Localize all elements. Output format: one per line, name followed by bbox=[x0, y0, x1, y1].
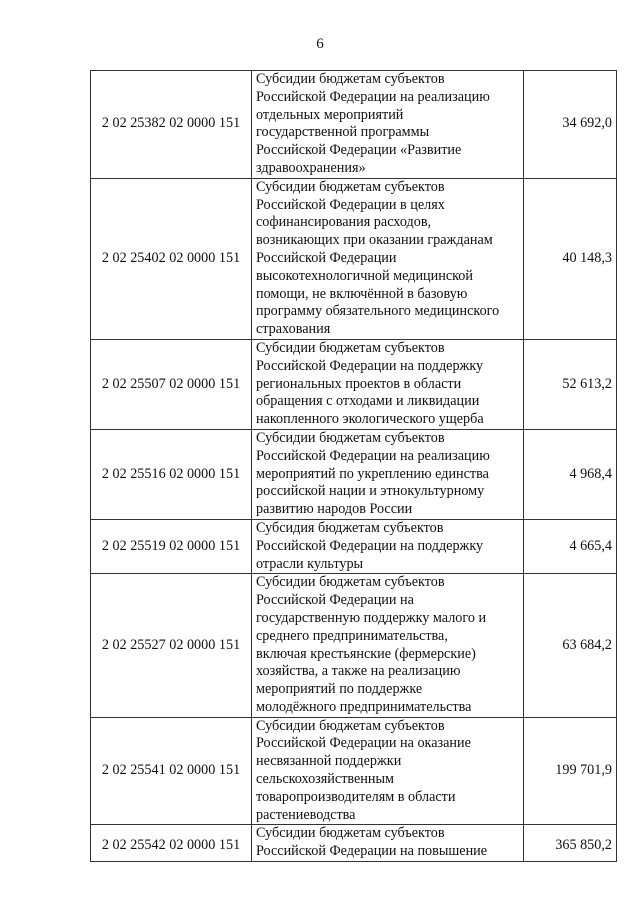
description-cell bbox=[252, 717, 524, 825]
description-line: софинансирования расходов, bbox=[256, 214, 432, 231]
table-row bbox=[91, 519, 617, 573]
description-line: Российской Федерации на реализацию bbox=[256, 88, 490, 105]
amount-cell: 40 148,3 bbox=[524, 178, 617, 339]
budget-code-cell: 2 02 25541 02 0000 151 bbox=[91, 717, 252, 825]
description-line: среднего предпринимательства, bbox=[256, 627, 448, 644]
description-line: Субсидии бюджетам субъектов bbox=[256, 178, 445, 195]
description-line: обращения с отходами и ликвидации bbox=[256, 393, 480, 410]
description-line: Российской Федерации bbox=[256, 249, 397, 266]
table-row bbox=[91, 71, 617, 179]
description-line: Субсидии бюджетам субъектов bbox=[256, 339, 445, 356]
description-line: Субсидия бюджетам субъектов bbox=[256, 519, 444, 536]
description-line: накопленного экологического ущерба bbox=[256, 411, 484, 428]
description-line: мероприятий по поддержке bbox=[256, 681, 423, 698]
description-cell bbox=[252, 519, 524, 573]
table-row bbox=[91, 178, 617, 339]
description-line: государственную поддержку малого и bbox=[256, 609, 487, 626]
description-line: возникающих при оказании гражданам bbox=[256, 232, 493, 249]
amount-cell: 4 968,4 bbox=[524, 429, 617, 519]
table-row bbox=[91, 574, 617, 717]
description-line: Российской Федерации на повышение bbox=[256, 843, 488, 860]
amount-cell: 4 665,4 bbox=[524, 519, 617, 573]
description-line: товаропроизводителям в области bbox=[256, 788, 456, 805]
table-row bbox=[91, 825, 617, 862]
description-cell bbox=[252, 429, 524, 519]
description-line: хозяйства, а также на реализацию bbox=[256, 663, 461, 680]
table-row bbox=[91, 429, 617, 519]
table-row bbox=[91, 717, 617, 825]
budget-code-cell: 2 02 25519 02 0000 151 bbox=[91, 519, 252, 573]
description-line: страхования bbox=[256, 321, 331, 338]
description-line: молодёжного предпринимательства bbox=[256, 698, 472, 715]
budget-table bbox=[90, 70, 617, 862]
description-line: отрасли культуры bbox=[256, 555, 364, 572]
amount-cell: 63 684,2 bbox=[524, 574, 617, 717]
description-line: Российской Федерации «Развитие bbox=[256, 142, 462, 159]
description-line: региональных проектов в области bbox=[256, 375, 462, 392]
description-line: Субсидии бюджетам субъектов bbox=[256, 825, 445, 842]
budget-code-cell: 2 02 25507 02 0000 151 bbox=[91, 339, 252, 429]
description-line: сельскохозяйственным bbox=[256, 771, 395, 788]
budget-code-cell: 2 02 25527 02 0000 151 bbox=[91, 574, 252, 717]
description-line: Российской Федерации на поддержку bbox=[256, 537, 484, 554]
budget-code-cell: 2 02 25382 02 0000 151 bbox=[91, 71, 252, 179]
description-line: государственной программы bbox=[256, 124, 430, 141]
description-line: Российской Федерации на реализацию bbox=[256, 447, 490, 464]
budget-code-cell: 2 02 25542 02 0000 151 bbox=[91, 825, 252, 862]
amount-cell: 52 613,2 bbox=[524, 339, 617, 429]
description-cell bbox=[252, 825, 524, 862]
description-line: высокотехнологичной медицинской bbox=[256, 267, 473, 284]
description-line: здравоохранения» bbox=[256, 159, 366, 176]
table-row bbox=[91, 339, 617, 429]
description-line: Субсидии бюджетам субъектов bbox=[256, 717, 445, 734]
description-line: Российской Федерации на поддержку bbox=[256, 357, 484, 374]
description-line: мероприятий по укреплению единства bbox=[256, 465, 489, 482]
budget-code-cell: 2 02 25516 02 0000 151 bbox=[91, 429, 252, 519]
description-line: помощи, не включённой в базовую bbox=[256, 285, 468, 302]
description-line: отдельных мероприятий bbox=[256, 106, 404, 123]
description-cell bbox=[252, 339, 524, 429]
amount-cell: 34 692,0 bbox=[524, 71, 617, 179]
description-line: Российской Федерации на оказание bbox=[256, 735, 471, 752]
amount-cell: 199 701,9 bbox=[524, 717, 617, 825]
description-line: Субсидии бюджетам субъектов bbox=[256, 429, 445, 446]
page-number: 6 bbox=[316, 36, 324, 52]
description-line: Российской Федерации на bbox=[256, 592, 414, 609]
description-line: российской нации и этнокультурному bbox=[256, 483, 485, 500]
description-line: программу обязательного медицинского bbox=[256, 303, 500, 320]
description-line: растениеводства bbox=[256, 806, 356, 823]
description-line: несвязанной поддержки bbox=[256, 753, 402, 770]
description-cell bbox=[252, 574, 524, 717]
description-line: развитию народов России bbox=[256, 501, 413, 518]
budget-code-cell: 2 02 25402 02 0000 151 bbox=[91, 178, 252, 339]
description-cell bbox=[252, 178, 524, 339]
description-line: Субсидии бюджетам субъектов bbox=[256, 71, 445, 87]
description-line: Российской Федерации в целях bbox=[256, 196, 445, 213]
description-line: включая крестьянские (фермерские) bbox=[256, 645, 476, 662]
description-cell bbox=[252, 71, 524, 179]
description-line: Субсидии бюджетам субъектов bbox=[256, 574, 445, 591]
amount-cell: 365 850,2 bbox=[524, 825, 617, 862]
